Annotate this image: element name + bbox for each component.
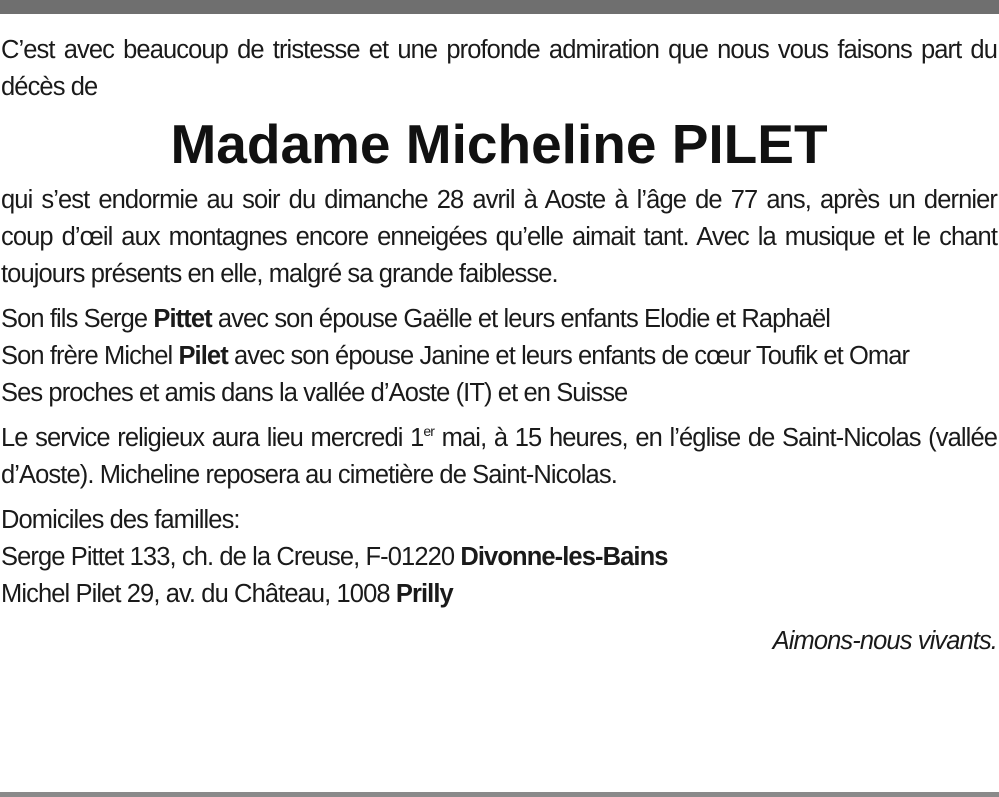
family-addresses bbox=[1, 502, 997, 613]
family-relatives: Ses proches et amis dans la vallée d’Aoste (IT) et en Suisse bbox=[1, 379, 628, 407]
address-serge-city: Divonne-les-Bains bbox=[460, 543, 668, 571]
bottom-rule bbox=[0, 792, 999, 797]
obituary-notice bbox=[1, 32, 997, 660]
address-serge-street: Serge Pittet 133, ch. de la Creuse, F-01220 bbox=[1, 543, 461, 571]
address-michel bbox=[1, 576, 997, 613]
family-son bbox=[1, 301, 997, 338]
family-son-rest: avec son épouse Gaëlle et leurs enfants Elodie et Raphaël bbox=[211, 305, 831, 333]
family-brother-rest: avec son épouse Janine et leurs enfants de cœur Toufik et Omar bbox=[227, 342, 910, 370]
address-michel-street: Michel Pilet 29, av. du Château, 1008 bbox=[1, 580, 396, 608]
family-son-surname: Pittet bbox=[153, 305, 212, 333]
service-text-start: Le service religieux aura lieu mercredi 1 bbox=[1, 424, 424, 452]
ordinal-suffix: er bbox=[423, 423, 435, 439]
intro-text: C’est avec beaucoup de tristesse et une profonde admiration que nous vous faisons part du décès de bbox=[1, 36, 997, 101]
announcement-text: qui s’est endormie au soir du dimanche 28 avril à Aoste à l’âge de 77 ans, après un dernier coup d’œil aux montagnes encore enneigées qu’elle aimait tant. Avec la musique et le chant toujours présents en elle, malgré sa grande faiblesse. bbox=[1, 186, 997, 288]
address-serge bbox=[1, 539, 997, 576]
addresses-heading: Domiciles des familles: bbox=[1, 506, 240, 534]
deceased-name: Madame Micheline PILET bbox=[170, 113, 828, 175]
family-son-prefix: Son fils Serge bbox=[1, 305, 154, 333]
family-list bbox=[1, 301, 997, 412]
service-text-end: mai, à 15 heures, en l’église de Saint-Nicolas (vallée d’Aoste). Micheline reposera au cimetière de Saint-Nicolas. bbox=[1, 424, 998, 489]
family-brother-surname: Pilet bbox=[178, 342, 228, 370]
family-brother-prefix: Son frère Michel bbox=[1, 342, 179, 370]
top-rule bbox=[0, 0, 999, 14]
closing-line: Aimons-nous vivants. bbox=[772, 627, 997, 655]
family-brother bbox=[1, 338, 997, 375]
service-info bbox=[1, 420, 997, 494]
address-michel-city: Prilly bbox=[395, 580, 453, 608]
